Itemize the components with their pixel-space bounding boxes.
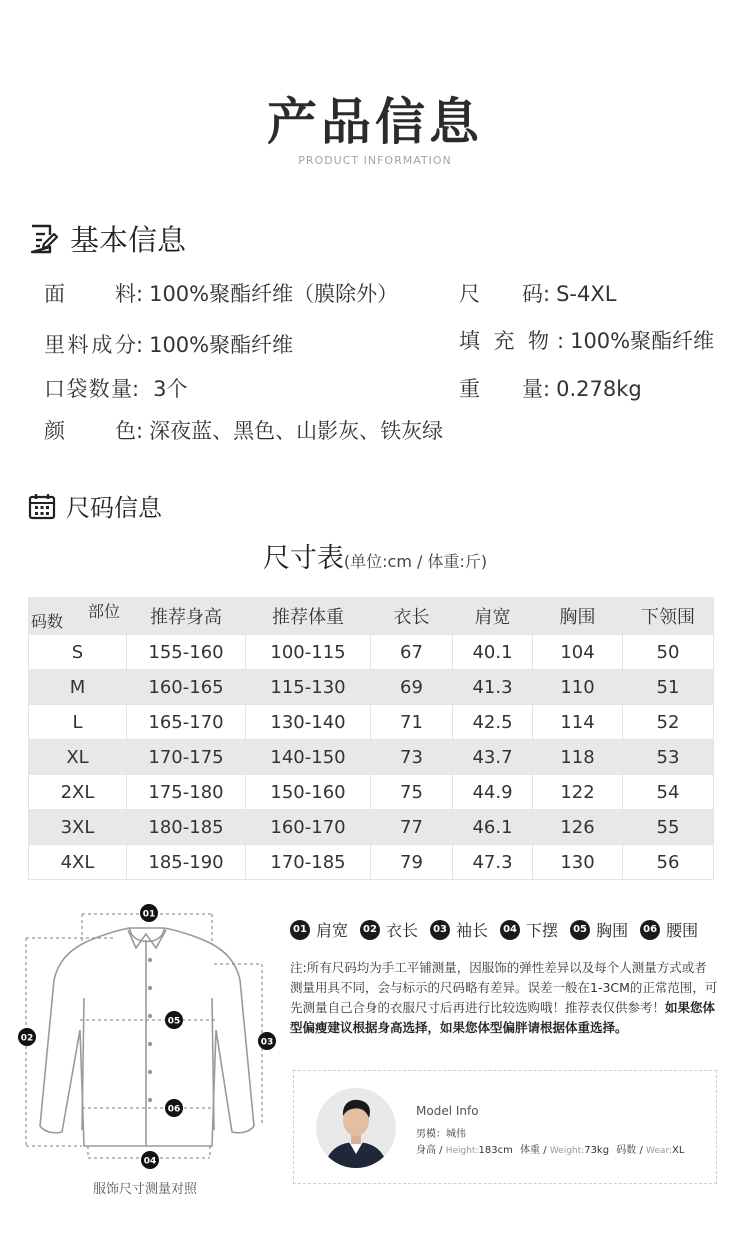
legend-label: 肩宽	[316, 921, 349, 940]
svg-text:04: 04	[143, 1156, 157, 1167]
edit-document-icon	[28, 223, 58, 255]
model-weight: 73kg	[584, 1145, 610, 1156]
weight-row: 重量: 0.278kg	[459, 373, 642, 403]
table-title-text: 尺寸表	[262, 543, 344, 574]
table-cell: 130	[533, 845, 623, 880]
table-cell: 75	[371, 775, 453, 810]
legend-item	[360, 918, 418, 941]
calendar-icon	[28, 492, 56, 520]
legend-label: 衣长	[386, 921, 419, 940]
table-cell: 185-190	[127, 845, 246, 880]
column-header: 胸围	[533, 598, 623, 635]
table-cell: 130-140	[246, 705, 371, 740]
marker-03	[258, 1032, 276, 1050]
table-cell: 150-160	[246, 775, 371, 810]
legend-label: 袖长	[456, 921, 489, 940]
table-cell: 67	[371, 635, 453, 670]
legend-number: 05	[570, 920, 590, 940]
page-title: 产品信息	[267, 93, 483, 151]
note-text: 注:所有尺码均为手工平铺测量，因服饰的弹性差异以及每个人测量方式或者测量用具不同，会与标示的尺码略有差异。误差一般在1-3CM的正常范围，可先测量自己合身的衣服尺寸后再进行比较选购哦！推荐表仅供参考！	[290, 960, 718, 1015]
model-stats-line: 身高 / Height:183cm 体重 / Weight:73kg 码数 / Wear:XL	[416, 1145, 685, 1156]
svg-text:01: 01	[142, 909, 156, 920]
color-label: 颜色	[44, 419, 136, 443]
table-cell: 46.1	[453, 810, 533, 845]
weight-label: 重量	[459, 377, 543, 401]
size-info-title: 尺码信息	[66, 494, 162, 522]
legend-item	[290, 918, 348, 941]
table-header-row	[29, 598, 714, 635]
legend-item	[640, 918, 698, 941]
marker-04	[141, 1151, 159, 1169]
material-row: 面料: 100%聚酯纤维（膜除外）	[44, 278, 398, 308]
table-cell: 77	[371, 810, 453, 845]
size-code-cell: 4XL	[29, 845, 127, 880]
size-code-cell: L	[29, 705, 127, 740]
diagram-caption: 服饰尺寸测量对照	[92, 1182, 197, 1197]
size-range-label: 尺码	[459, 282, 543, 306]
table-cell: 79	[371, 845, 453, 880]
table-cell: 118	[533, 740, 623, 775]
measure-guides	[26, 914, 262, 1158]
marker-02	[18, 1028, 36, 1046]
legend-number: 04	[500, 920, 520, 940]
pocket-label: 口袋数量	[44, 377, 132, 401]
size-code-cell: XL	[29, 740, 127, 775]
table-cell: 126	[533, 810, 623, 845]
table-cell: 160-170	[246, 810, 371, 845]
marker-05	[165, 1011, 183, 1029]
svg-text:02: 02	[20, 1033, 34, 1044]
color-value: 深夜蓝、黑色、山影灰、铁灰绿	[149, 419, 444, 443]
table-cell: 100-115	[246, 635, 371, 670]
legend-label: 胸围	[596, 921, 629, 940]
model-height: 183cm	[478, 1145, 513, 1156]
lining-label: 里料成分	[44, 333, 136, 357]
table-cell: 170-175	[127, 740, 246, 775]
size-code-cell: 3XL	[29, 810, 127, 845]
basic-info-title: 基本信息	[70, 223, 187, 257]
table-cell: 56	[623, 845, 714, 880]
weight-value: 0.278kg	[556, 377, 642, 401]
table-cell: 140-150	[246, 740, 371, 775]
column-header: 推荐身高	[127, 598, 246, 635]
shirt-buttons	[148, 958, 152, 1102]
measurement-note	[290, 958, 718, 1038]
table-cell: 114	[533, 705, 623, 740]
table-row	[29, 635, 714, 670]
filling-value: 100%聚酯纤维	[570, 329, 715, 353]
table-cell: 69	[371, 670, 453, 705]
table-cell: 71	[371, 705, 453, 740]
size-info-heading	[28, 488, 162, 523]
size-range-value: S-4XL	[556, 282, 617, 306]
note-advice: 如果您体型偏瘦建议根据身高选择，如果您体型偏胖请根据体重选择。	[290, 1000, 716, 1035]
column-header: 肩宽	[453, 598, 533, 635]
model-name-line: 男模：城伟	[416, 1129, 466, 1140]
model-photo	[316, 1088, 396, 1168]
corner-part-label: 部位	[87, 602, 120, 621]
table-row	[29, 705, 714, 740]
legend-label: 腰围	[666, 921, 699, 940]
table-cell: 122	[533, 775, 623, 810]
size-code-cell: 2XL	[29, 775, 127, 810]
lining-value: 100%聚酯纤维	[149, 333, 294, 357]
legend-number: 06	[640, 920, 660, 940]
marker-01	[140, 904, 158, 922]
model-size: XL	[672, 1145, 685, 1156]
color-row: 颜色: 深夜蓝、黑色、山影灰、铁灰绿	[44, 415, 443, 445]
size-table	[28, 597, 714, 880]
column-header: 推荐体重	[246, 598, 371, 635]
legend-item	[500, 918, 558, 941]
table-cell: 170-185	[246, 845, 371, 880]
svg-text:06: 06	[167, 1104, 181, 1115]
table-cell: 47.3	[453, 845, 533, 880]
table-cell: 175-180	[127, 775, 246, 810]
column-header: 下领围	[623, 598, 714, 635]
table-cell: 110	[533, 670, 623, 705]
table-cell: 53	[623, 740, 714, 775]
table-cell: 104	[533, 635, 623, 670]
marker-06	[165, 1099, 183, 1117]
table-corner-cell	[29, 598, 127, 635]
legend-label: 下摆	[526, 921, 559, 940]
table-cell: 115-130	[246, 670, 371, 705]
material-value: 100%聚酯纤维（膜除外）	[149, 282, 399, 306]
size-code-cell: S	[29, 635, 127, 670]
legend-number: 01	[290, 920, 310, 940]
lining-row: 里料成分: 100%聚酯纤维	[44, 329, 293, 359]
model-info-card	[293, 1070, 717, 1184]
pocket-value: 3个	[153, 377, 188, 401]
garment-measurement-diagram	[18, 900, 280, 1172]
svg-text:03: 03	[260, 1037, 274, 1048]
measurement-legend	[290, 918, 710, 941]
table-cell: 50	[623, 635, 714, 670]
model-info-title: Model Info	[416, 1104, 479, 1118]
legend-item	[570, 918, 628, 941]
table-cell: 51	[623, 670, 714, 705]
table-cell: 42.5	[453, 705, 533, 740]
filling-row: 填充物 : 100%聚酯纤维	[459, 325, 714, 355]
model-avatar-icon	[316, 1088, 396, 1168]
table-row	[29, 810, 714, 845]
legend-number: 02	[360, 920, 380, 940]
legend-item	[430, 918, 488, 941]
table-cell: 54	[623, 775, 714, 810]
table-row	[29, 670, 714, 705]
table-cell: 40.1	[453, 635, 533, 670]
corner-size-label: 码数	[31, 612, 64, 631]
model-name: 城伟	[446, 1129, 466, 1140]
table-cell: 43.7	[453, 740, 533, 775]
material-label: 面料	[44, 282, 136, 306]
filling-label: 填充物	[459, 329, 549, 353]
table-cell: 55	[623, 810, 714, 845]
table-cell: 41.3	[453, 670, 533, 705]
pocket-row: 口袋数量: 3个	[44, 373, 187, 403]
table-cell: 44.9	[453, 775, 533, 810]
table-title	[0, 536, 750, 575]
size-code-cell: M	[29, 670, 127, 705]
svg-text:05: 05	[167, 1016, 181, 1027]
shirt-outline	[40, 928, 254, 1146]
table-cell: 165-170	[127, 705, 246, 740]
table-cell: 155-160	[127, 635, 246, 670]
legend-number: 03	[430, 920, 450, 940]
table-cell: 73	[371, 740, 453, 775]
table-row	[29, 775, 714, 810]
column-header: 衣长	[371, 598, 453, 635]
table-cell: 160-165	[127, 670, 246, 705]
page-subtitle: PRODUCT INFORMATION	[298, 154, 452, 167]
table-cell: 52	[623, 705, 714, 740]
table-row	[29, 740, 714, 775]
basic-info-heading	[28, 218, 186, 259]
table-row	[29, 845, 714, 880]
size-range-row: 尺码: S-4XL	[459, 278, 616, 308]
table-cell: 180-185	[127, 810, 246, 845]
table-unit: (单位:cm / 体重:斤)	[343, 552, 488, 571]
